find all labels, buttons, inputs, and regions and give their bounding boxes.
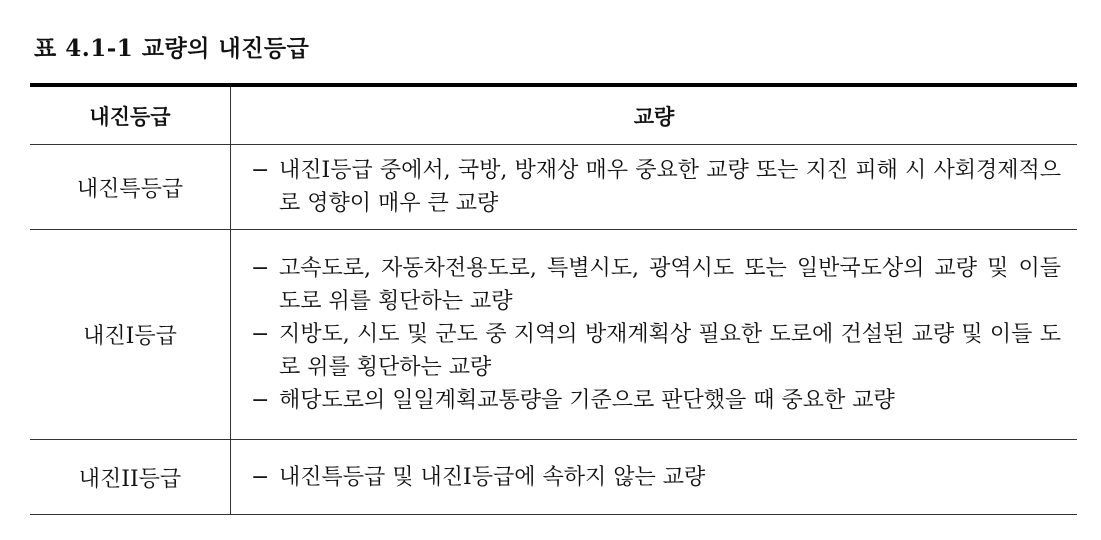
seismic-grade-table-container (30, 83, 1077, 515)
item-text: 해당도로의 일일계획교통량을 기준으로 판단했을 때 중요한 교량 (279, 388, 895, 413)
table-caption: 표 4.1-1 교량의 내진등급 (34, 35, 310, 62)
header-bridge: 교량 (231, 85, 1078, 145)
table-row-grade-two (30, 440, 1077, 515)
dash-bullet: − (251, 388, 270, 413)
dash-bullet: − (251, 464, 270, 490)
list-item (251, 461, 1061, 494)
grade-cell: 내진I등급 (30, 230, 231, 440)
grade-cell: 내진특등급 (30, 145, 231, 230)
item-text: 지방도, 시도 및 군도 중 지역의 방재계획상 필요한 도로에 건설된 교량 및 이들 도로 위를 횡단하는 교량 (279, 322, 1061, 380)
bridge-cell (231, 440, 1078, 515)
dash-bullet: − (251, 158, 270, 183)
bridge-cell (231, 145, 1078, 230)
seismic-grade-table (30, 83, 1077, 515)
item-text: 내진I등급 중에서, 국방, 방재상 매우 중요한 교량 또는 지진 피해 시 사회경제적으로 영향이 매우 큰 교량 (279, 158, 1061, 216)
header-grade: 내진등급 (30, 85, 231, 145)
list-item (251, 318, 1061, 384)
table-row-special-grade (30, 145, 1077, 230)
dash-bullet: − (251, 256, 270, 281)
grade-cell: 내진II등급 (30, 440, 231, 515)
item-text: 고속도로, 자동차전용도로, 특별시도, 광역시도 또는 일반국도상의 교량 및 이들 도로 위를 횡단하는 교량 (279, 256, 1061, 314)
list-item (251, 252, 1061, 318)
item-text: 내진특등급 및 내진I등급에 속하지 않는 교량 (279, 464, 706, 490)
table-header-row (30, 85, 1077, 145)
list-item (251, 384, 1061, 417)
list-item (251, 154, 1061, 220)
table-row-grade-one (30, 230, 1077, 440)
dash-bullet: − (251, 322, 270, 347)
bridge-cell (231, 230, 1078, 440)
